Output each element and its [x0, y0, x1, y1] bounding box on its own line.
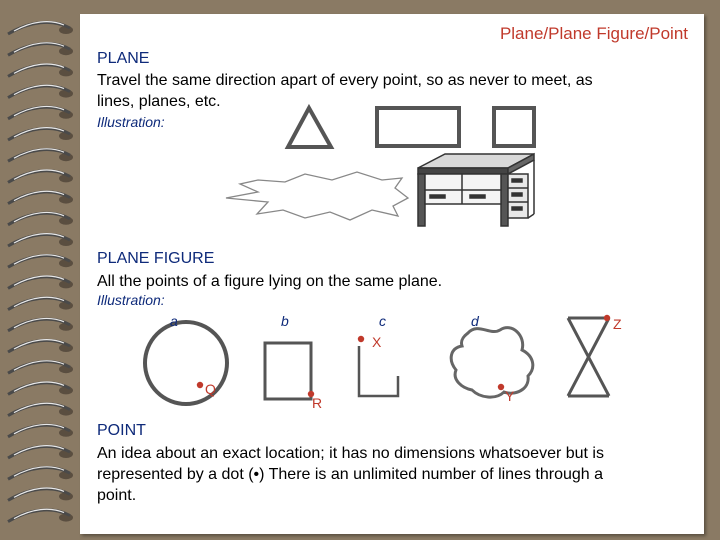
- plane-illustration-label: Illustration:: [97, 114, 165, 130]
- plane-definition-line-1: Travel the same direction apart of every point, so as never to meet, as: [97, 72, 593, 89]
- open-figure-c: [359, 346, 398, 396]
- spiral-coil: [8, 212, 73, 224]
- spiral-coil: [8, 382, 73, 394]
- spiral-coil: [8, 297, 73, 309]
- spiral-coil: [8, 128, 73, 140]
- point-definition-line-2: represented by a dot (•) There is an unlimited number of lines through a: [97, 466, 604, 483]
- spiral-coil: [8, 234, 73, 246]
- label-y: Y: [505, 388, 515, 404]
- point-definition-line-1: An idea about an exact location; it has no dimensions whatsoever but is: [97, 445, 604, 462]
- irregular-closed-figure-d: [451, 328, 533, 397]
- spiral-binding: [0, 0, 96, 540]
- point-y-dot: [498, 384, 504, 390]
- desk-drawing: [418, 154, 534, 226]
- spiral-coil: [8, 424, 73, 436]
- label-d: d: [471, 313, 479, 329]
- spiral-coil: [8, 403, 73, 415]
- label-a: a: [170, 313, 178, 329]
- point-q-dot: [197, 382, 203, 388]
- spiral-coil: [8, 149, 73, 161]
- label-q: Q: [205, 381, 216, 397]
- spiral-coil: [8, 106, 73, 118]
- label-c: c: [379, 313, 386, 329]
- irregular-flat-shape: [226, 172, 408, 220]
- label-b: b: [281, 313, 289, 329]
- hourglass-figure-z: [568, 318, 609, 396]
- spiral-coil: [8, 488, 73, 500]
- plane-figure-heading: PLANE FIGURE: [97, 250, 215, 267]
- spiral-coil: [8, 255, 73, 267]
- page-title: Plane/Plane Figure/Point: [499, 24, 688, 43]
- point-z-dot: [604, 315, 610, 321]
- spiral-coil: [8, 64, 73, 76]
- plane-figure-definition: All the points of a figure lying on the same plane.: [97, 273, 443, 290]
- spiral-coil: [8, 191, 73, 203]
- point-heading: POINT: [97, 422, 146, 439]
- rectangle-figure-b: [265, 343, 311, 399]
- plane-definition-line-2: lines, planes, etc.: [97, 93, 221, 110]
- plane-heading: PLANE: [97, 50, 150, 67]
- spiral-coil: [8, 276, 73, 288]
- spiral-coil: [8, 467, 73, 479]
- spiral-coil: [8, 43, 73, 55]
- label-x: X: [372, 334, 382, 350]
- spiral-coil: [8, 446, 73, 458]
- label-r: R: [312, 395, 323, 411]
- triangle-figure: [288, 108, 331, 147]
- spiral-coil: [8, 340, 73, 352]
- point-x-dot: [358, 336, 364, 342]
- label-z: Z: [613, 316, 622, 332]
- plane-figure-illustration-label: Illustration:: [97, 292, 165, 308]
- spiral-coil: [8, 85, 73, 97]
- square-figure: [494, 108, 534, 146]
- spiral-coil: [8, 170, 73, 182]
- point-definition-line-3: point.: [97, 487, 137, 504]
- spiral-coil: [8, 361, 73, 373]
- spiral-coil: [8, 318, 73, 330]
- rectangle-figure: [377, 108, 459, 146]
- spiral-coil: [8, 509, 73, 521]
- spiral-coil: [8, 22, 73, 34]
